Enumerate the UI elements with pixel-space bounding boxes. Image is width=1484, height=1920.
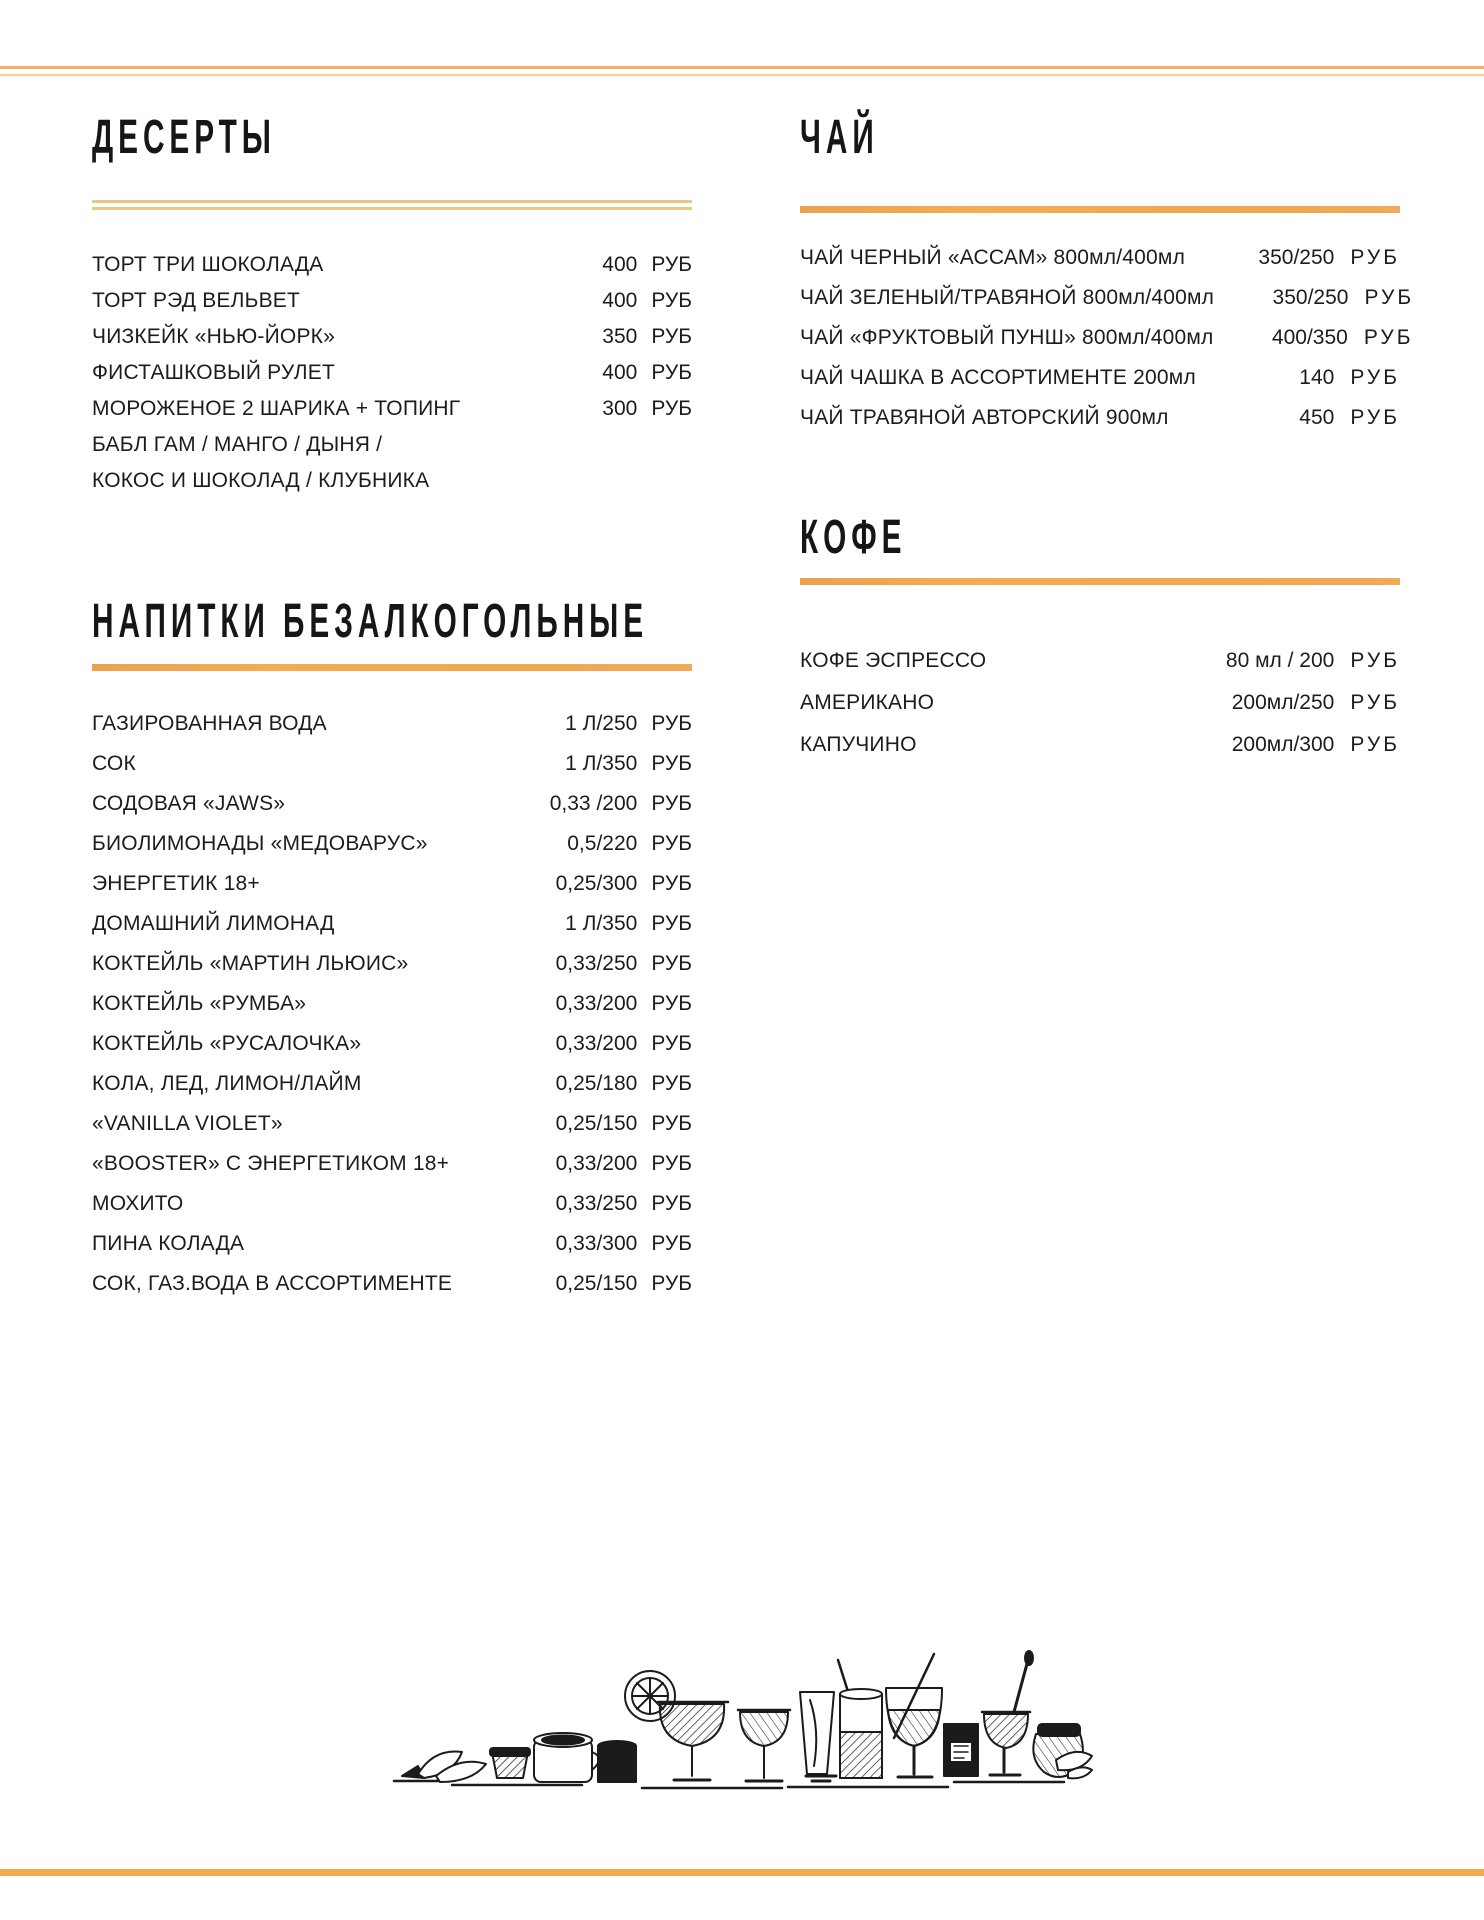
coffee-item-list [800,649,1400,775]
price-currency: РУБ [651,1112,692,1135]
item-price [497,1152,692,1176]
section-coffee [800,511,1400,775]
price-value: 350 [602,325,638,348]
item-name: ПИНА КОЛАДА [92,1232,245,1255]
item-price [1214,286,1414,310]
item-name: ТОРТ РЭД ВЕЛЬВЕТ [92,289,301,312]
price-value: 0,33/300 [555,1232,638,1255]
price-value: 400/350 [1271,326,1348,349]
item-price [497,952,692,976]
item-name: ЧАЙ ЧАШКА В АССОРТИМЕНТЕ 200мл [800,366,1196,389]
item-price [497,712,692,736]
item-name: СОК [92,752,136,775]
price-value: 350/250 [1272,286,1349,309]
item-name: КОЛА, ЛЕД, ЛИМОН/ЛАЙМ [92,1072,362,1095]
price-currency: РУБ [1350,406,1400,429]
price-value: 0,33/200 [555,1152,638,1175]
price-value: 0,25/150 [555,1272,638,1295]
item-price [497,1192,692,1216]
price-currency: РУБ [651,325,692,348]
item-name: КАПУЧИНО [800,733,917,756]
item-price [527,397,692,421]
section-tea [800,111,1415,446]
item-price [527,325,692,349]
price-currency: РУБ [651,289,692,312]
price-currency: РУБ [1350,649,1400,672]
soft-drinks-item-list [92,712,692,1312]
gold-rule [92,664,692,671]
section-title-tea: ЧАЙ [800,111,879,164]
item-name: КОКОС И ШОКОЛАД / КЛУБНИКА [92,469,430,492]
item-name: ДОМАШНИЙ ЛИМОНАД [92,912,335,935]
item-price [1185,649,1400,673]
item-price [497,832,692,856]
price-currency: РУБ [651,832,692,855]
menu-item-row [92,752,692,792]
menu-item-row [92,325,692,361]
price-currency: РУБ [1350,733,1400,756]
price-value: 1 Л/350 [565,752,638,775]
menu-item-row [92,712,692,752]
item-name: «BOOSTER» С ЭНЕРГЕТИКОМ 18+ [92,1152,450,1175]
menu-item-row [92,361,692,397]
price-currency: РУБ [651,1152,692,1175]
item-name: КОКТЕЙЛЬ «РУМБА» [92,992,307,1015]
menu-item-row [800,691,1400,733]
item-name: КОКТЕЙЛЬ «РУСАЛОЧКА» [92,1032,362,1055]
item-name: БАБЛ ГАМ / МАНГО / ДЫНЯ / [92,433,383,456]
price-value: 0,25/180 [555,1072,638,1095]
item-name: ЧАЙ ТРАВЯНОЙ АВТОРСКИЙ 900мл [800,406,1169,429]
item-name: ФИСТАШКОВЫЙ РУЛЕТ [92,361,335,384]
price-value: 80 мл / 200 [1225,649,1335,672]
menu-item-row [800,733,1400,775]
menu-item-row [92,1192,692,1232]
price-currency: РУБ [651,912,692,935]
price-value: 0,33 /200 [549,792,638,815]
item-price [527,253,692,277]
price-currency: РУБ [651,752,692,775]
price-value: 400 [602,289,638,312]
top-border-line-thick [0,66,1484,69]
item-price [497,992,692,1016]
item-price [527,361,692,385]
menu-item-row [800,406,1400,446]
section-desserts [92,111,692,505]
price-currency: РУБ [651,992,692,1015]
item-name: БИОЛИМОНАДЫ «МЕДОВАРУС» [92,832,428,855]
menu-item-row [92,792,692,832]
top-border-line-thin [0,74,1484,76]
price-currency: РУБ [651,872,692,895]
menu-item-row [92,832,692,872]
price-currency: РУБ [1350,366,1400,389]
price-value: 0,33/250 [555,952,638,975]
section-title-coffee: КОФЕ [800,511,907,564]
item-price [497,1272,692,1296]
item-name: ГАЗИРОВАННАЯ ВОДА [92,712,327,735]
price-value: 0,25/150 [555,1112,638,1135]
price-currency: РУБ [651,712,692,735]
item-name: МОХИТО [92,1192,184,1215]
bottom-border-line [0,1869,1484,1876]
price-currency: РУБ [651,1232,692,1255]
price-value: 0,5/220 [567,832,638,855]
price-value: 0,33/250 [555,1192,638,1215]
price-value: 0,33/200 [555,1032,638,1055]
price-value: 200мл/300 [1231,733,1335,756]
menu-item-row [92,1072,692,1112]
price-currency: РУБ [651,1032,692,1055]
tea-item-list [800,246,1415,446]
price-currency: РУБ [651,1272,692,1295]
item-name: ЧИЗКЕЙК «НЬЮ-ЙОРК» [92,325,335,348]
price-currency: РУБ [651,397,692,420]
price-currency: РУБ [651,1072,692,1095]
price-value: 450 [1299,406,1335,429]
item-price [497,1072,692,1096]
menu-item-row [92,1232,692,1272]
item-name: СОДОВАЯ «JAWS» [92,792,286,815]
price-currency: РУБ [1364,286,1415,309]
menu-item-row [92,433,692,469]
desserts-item-list [92,253,692,505]
item-price [497,1112,692,1136]
section-title-soft-drinks: НАПИТКИ БЕЗАЛКОГОЛЬНЫЕ [92,595,649,648]
price-value: 200мл/250 [1231,691,1335,714]
menu-item-row [92,912,692,952]
price-currency: РУБ [651,1192,692,1215]
menu-item-row [92,872,692,912]
item-name: ЧАЙ «ФРУКТОВЫЙ ПУНШ» 800мл/400мл [800,326,1214,349]
item-name: АМЕРИКАНО [800,691,935,714]
item-name: «VANILLA VIOLET» [92,1112,283,1135]
drinks-glasses-sketch-illustration [388,1648,1094,1808]
menu-item-row [92,1032,692,1072]
menu-item-row [800,246,1400,286]
menu-item-row [800,366,1400,406]
price-value: 1 Л/250 [565,712,638,735]
item-price [497,792,692,816]
price-value: 1 Л/350 [565,912,638,935]
price-value: 300 [602,397,638,420]
price-value: 0,25/300 [555,872,638,895]
item-name: МОРОЖЕНОЕ 2 ШАРИКА + ТОПИНГ [92,397,461,420]
menu-item-row [800,326,1414,366]
price-currency: РУБ [1350,246,1400,269]
item-name: ЭНЕРГЕТИК 18+ [92,872,260,895]
menu-item-row [92,952,692,992]
section-title-desserts: ДЕСЕРТЫ [92,111,276,164]
menu-item-row [92,469,692,505]
item-price [1200,246,1400,270]
price-currency: РУБ [1350,691,1400,714]
menu-item-row [92,1112,692,1152]
item-price [497,1032,692,1056]
price-value: 400 [602,361,638,384]
gold-rule [800,206,1400,213]
item-price [1200,366,1400,390]
price-value: 350/250 [1258,246,1335,269]
item-price [497,872,692,896]
menu-item-row [92,253,692,289]
item-price [1185,691,1400,715]
item-price [497,752,692,776]
item-price [497,1232,692,1256]
item-price [1200,406,1400,430]
item-name: ТОРТ ТРИ ШОКОЛАДА [92,253,324,276]
item-price [1214,326,1414,350]
price-value: 400 [602,253,638,276]
item-price [497,912,692,936]
menu-item-row [92,397,692,433]
price-currency: РУБ [651,361,692,384]
price-value: 140 [1299,366,1335,389]
menu-item-row [800,649,1400,691]
item-name: СОК, ГАЗ.ВОДА В АССОРТИМЕНТЕ [92,1272,453,1295]
menu-item-row [92,1272,692,1312]
menu-item-row [92,1152,692,1192]
gold-rule [800,578,1400,585]
price-currency: РУБ [651,792,692,815]
item-name: ЧАЙ ЧЕРНЫЙ «АССАМ» 800мл/400мл [800,246,1186,269]
menu-item-row [92,289,692,325]
menu-item-row [800,286,1415,326]
price-currency: РУБ [651,952,692,975]
item-name: КОФЕ ЭСПРЕССО [800,649,987,672]
section-soft-drinks [92,595,692,1312]
item-name: КОКТЕЙЛЬ «МАРТИН ЛЬЮИС» [92,952,409,975]
item-name: ЧАЙ ЗЕЛЕНЫЙ/ТРАВЯНОЙ 800мл/400мл [800,286,1215,309]
price-currency: РУБ [651,253,692,276]
item-price [1185,733,1400,757]
gold-double-rule [92,200,692,210]
menu-item-row [92,992,692,1032]
item-price [527,289,692,313]
price-currency: РУБ [1363,326,1414,349]
price-value: 0,33/200 [555,992,638,1015]
